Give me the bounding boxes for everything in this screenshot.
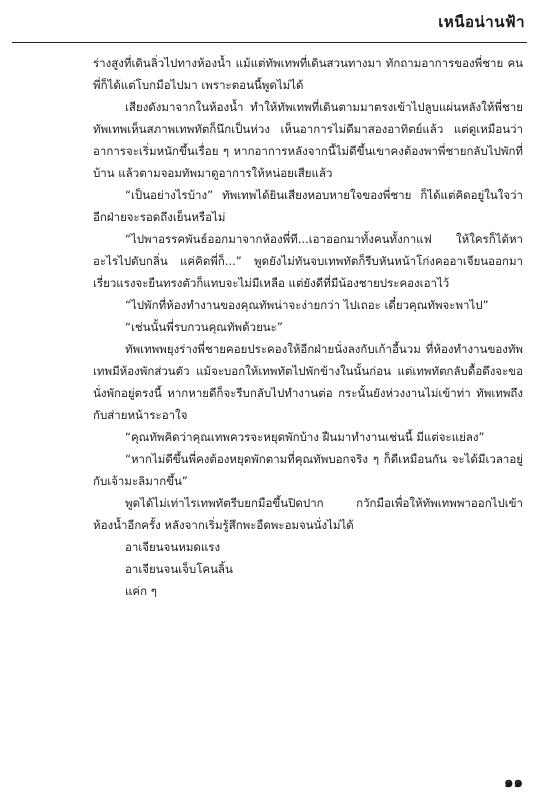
paragraph: อาเจียนจนหมดแรง	[125, 540, 221, 554]
running-header-title: เหนือน่านฟ้า	[438, 13, 525, 31]
paragraph: “คุณทัพคิดว่าคุณเทพควรจะหยุดพักบ้าง ฝืนมาทำงานเช่นนี้ มีแต่จะแย่ลง”	[125, 430, 485, 444]
paragraph: “เช่นนั้นพี่รบกวนคุณทัพด้วยนะ”	[125, 320, 283, 334]
paragraph: แค่ก ๆ	[125, 584, 157, 598]
paragraph: “หากไม่ดีขึ้นพี่คงต้องหยุดพักตามที่คุณทัพบอกจริง ๆ ก็ดีเหมือนกัน จะได้มีเวลาอยู่กับเจ้ามะลิมากขึ้น”	[93, 452, 523, 488]
paragraph: อาเจียนจนเจ็บโคนลิ้น	[125, 562, 233, 576]
paragraph: ทัพเทพพยุงร่างพี่ชายคอยประคองให้อีกฝ่ายนั่งลงกับเก้าอี้นวม ที่ห้องทำงานของทัพเทพมีห้องพักส่วนตัว แม้จะบอกให้เทพทัตไปพักข้างในนั้นก่อน แต่เทพทัตกลับดื้อดึงจะขอนั่งพักอยู่ตรงนี้ หากหายดีก็จะรีบกลับไปทำงานต่อ กระนั้นยังห่วงงานไม่เข้าท่า ทัพเทพถึงกับส่ายหน้าระอาใจ	[93, 342, 523, 422]
paragraph: “เป็นอย่างไรบ้าง” ทัพเทพได้ยินเสียงหอบหายใจของพี่ชาย ก็ได้แต่คิดอยู่ในใจว่า อีกฝ่ายจะรอดถึงเย็นหรือไม่	[93, 188, 523, 224]
paragraph: เสียงดังมาจากในห้องน้ำ ทำให้ทัพเทพที่เดินตามมาตรงเข้าไปลูบแผ่นหลังให้พี่ชาย ทัพเทพเห็นสภาพเทพทัตก็นึกเป็นห่วง เห็นอาการไม่ดีมาสองอาทิตย์แล้ว แต่ดูเหมือนว่าอาการจะเริ่มหนักขึ้นเรื่อย ๆ หากอาการหลังจากนี้ไม่ดีขึ้นเขาคงต้องพาพี่ชายกลับไปพักที่บ้าน แล้วตามจอมทัพมาดูอาการให้หน่อยเสียแล้ว	[93, 100, 523, 180]
page-number: ๑๑	[503, 773, 523, 791]
paragraph: พูดได้ไม่เท่าไรเทพทัตรีบยกมือขึ้นปิดปาก กวักมือเพื่อให้ทัพเทพพาออกไปเข้าห้องน้ำอีกครั้ง หลังจากเริ่มรู้สึกพะอืดพะอมจนนั่งไม่ได้	[93, 496, 523, 532]
body-text	[93, 52, 523, 602]
paragraph: “ไปพักที่ห้องทำงานของคุณทัพน่าจะง่ายกว่า ไปเถอะ เดี๋ยวคุณทัพจะพาไป”	[125, 298, 489, 312]
paragraph: “ไปพาอรรคพันธ์ออกมาจากห้องพี่ที...เอาออกมาทั้งคนทั้งกาแฟ ให้ใครก็ได้หาอะไรไปดับกลิ่น แค่คิดพี่ก็...” พูดยังไม่ทันจบเทพทัตก็รีบหันหน้าโก่งคออาเจียนออกมา เรี่ยวแรงจะยืนทรงตัวก็แทบจะไม่มีเหลือ แต่ยังดีที่มีน้องชายประคองเอาไว้	[93, 232, 523, 290]
paragraph: ร่างสูงที่เดินลิ่วไปทางห้องน้ำ แม้แต่ทัพเทพที่เดินสวนทางมา ทักถามอาการของพี่ชาย คนพี่ก็ได้แต่โบกมือไปมา เพราะตอนนี้พูดไม่ได้	[93, 56, 523, 92]
header-rule	[12, 42, 527, 43]
